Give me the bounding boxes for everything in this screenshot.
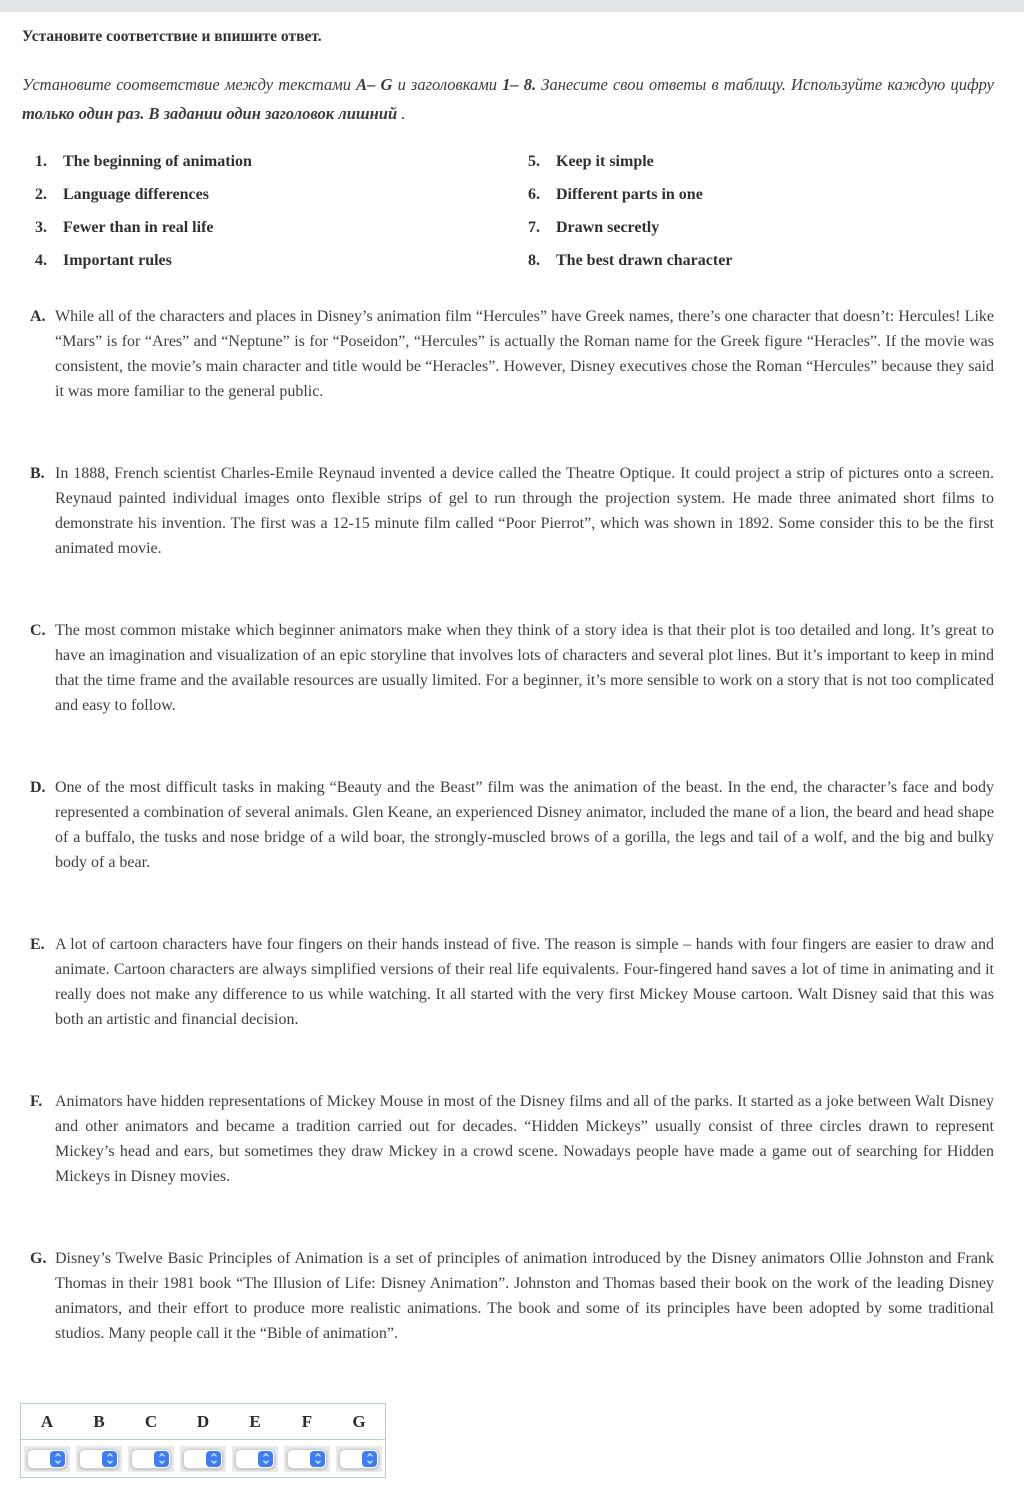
text-paragraph-a <box>22 304 994 404</box>
stepper-button[interactable] <box>258 1451 273 1467</box>
chevron-down-icon <box>367 1458 373 1464</box>
paragraph-letter: A. <box>30 308 46 325</box>
chevron-down-icon <box>263 1458 269 1464</box>
instructions-bold-headings-range: 1– 8. <box>502 75 537 94</box>
page-title: Установите соответствие и впишите ответ. <box>22 28 322 45</box>
text-paragraph-c <box>22 618 994 718</box>
answer-cell-d <box>177 1440 229 1478</box>
stepper-button[interactable] <box>362 1451 377 1467</box>
heading-item-2 <box>35 185 508 205</box>
answer-value-d <box>184 1450 205 1468</box>
answer-table-input-row <box>21 1440 386 1478</box>
heading-label: The best drawn character <box>556 252 733 269</box>
text-paragraph-f <box>22 1089 994 1189</box>
headings-list <box>22 152 994 284</box>
heading-item-5 <box>528 152 994 172</box>
answer-select-d[interactable] <box>180 1446 226 1472</box>
instructions-text: и заголовками <box>397 75 498 94</box>
text-paragraph-e <box>22 932 994 1032</box>
heading-item-4 <box>35 251 508 271</box>
paragraph-letter: C. <box>30 622 46 639</box>
paragraph-letter: G. <box>30 1250 47 1267</box>
answer-column-header-b: B <box>73 1404 125 1440</box>
paragraph-letter: F. <box>30 1093 43 1110</box>
answer-column-header-g: G <box>333 1404 386 1440</box>
paragraph-letter: D. <box>30 779 46 796</box>
heading-item-1 <box>35 152 508 172</box>
heading-item-7 <box>528 218 994 238</box>
chevron-down-icon <box>211 1458 217 1464</box>
headings-column-right <box>508 152 994 284</box>
answer-cell-f <box>281 1440 333 1478</box>
instructions-text: Установите соответствие между текстами <box>22 75 352 94</box>
answer-value-b <box>80 1450 101 1468</box>
paragraph-body: One of the most difficult tasks in making “Beauty and the Beast” film was the animation of the beast. In the end, the character’s face and body represented a combination of several animals. Glen Keane, an experienced Disney animator, included the mane of a lion, the beard and head shape of a buffalo, the tusks and nose bridge of a wild boar, the strongly-muscled brows of a gorilla, the legs and tail of a wolf, and the big and bulky body of a bear. <box>55 779 994 871</box>
stepper-button[interactable] <box>154 1451 169 1467</box>
chevron-down-icon <box>315 1458 321 1464</box>
answer-select-f[interactable] <box>284 1446 330 1472</box>
paragraph-letter: B. <box>30 465 45 482</box>
answer-value-f <box>288 1450 309 1468</box>
answer-table <box>20 1403 386 1478</box>
answer-select-g[interactable] <box>336 1446 382 1472</box>
heading-label: Keep it simple <box>556 153 654 170</box>
stepper-button[interactable] <box>206 1451 221 1467</box>
answer-value-g <box>340 1450 361 1468</box>
heading-label: The beginning of animation <box>63 153 252 170</box>
paragraph-body: A lot of cartoon characters have four fingers on their hands instead of five. The reason is simple – hands with four fingers are easier to draw and animate. Cartoon characters are always simplified versions of their real life equivalents. Four-fingered hand saves a lot of time in animating and it really does not make any difference to us while watching. It all started with the very first Mickey Mouse cartoon. Walt Disney said that this was both an artistic and financial decision. <box>55 936 994 1028</box>
task-instructions <box>22 70 994 128</box>
chevron-down-icon <box>159 1458 165 1464</box>
instructions-text: . <box>401 104 406 123</box>
paragraph-body: Disney’s Twelve Basic Principles of Animation is a set of principles of animation introduced by the Disney animators Ollie Johnston and Frank Thomas in their 1981 book “The Illusion of Life: Disney Animation”. Johnston and Thomas based their book on the work of the leading Disney animators, and their effort to produce more realistic animations. The book and some of its principles have been adopted by some traditional studios. Many people call it the “Bible of animation”. <box>55 1250 994 1342</box>
answer-value-c <box>132 1450 153 1468</box>
heading-label: Important rules <box>63 252 172 269</box>
chevron-down-icon <box>107 1458 113 1464</box>
heading-item-8 <box>528 251 994 271</box>
answer-column-header-e: E <box>229 1404 281 1440</box>
stepper-button[interactable] <box>102 1451 117 1467</box>
heading-label: Language differences <box>63 186 209 203</box>
heading-label: Fewer than in real life <box>63 219 214 236</box>
answer-column-header-a: A <box>21 1404 74 1440</box>
text-paragraph-b <box>22 461 994 561</box>
task-page <box>0 12 1024 1508</box>
heading-number: 8. <box>528 252 540 269</box>
answer-column-header-d: D <box>177 1404 229 1440</box>
answer-column-header-f: F <box>281 1404 333 1440</box>
instructions-bold-once-only: только один раз. В задании один заголовок лишний <box>22 104 398 123</box>
heading-number: 7. <box>528 219 540 236</box>
answer-select-a[interactable] <box>24 1446 70 1472</box>
instructions-text: Занесите свои ответы в таблицу. Используйте каждую цифру <box>541 75 995 94</box>
answer-table-header-row <box>21 1404 386 1440</box>
heading-number: 5. <box>528 153 540 170</box>
answer-cell-a <box>21 1440 74 1478</box>
paragraph-body: The most common mistake which beginner animators make when they think of a story idea is that their plot is too detailed and long. It’s great to have an imagination and visualization of an epic storyline that involves lots of characters and several plot lines. But it’s important to keep in mind that the time frame and the available resources are usually limited. For a beginner, it’s more sensible to work on a story that is not too complicated and easy to follow. <box>55 622 994 714</box>
heading-item-3 <box>35 218 508 238</box>
answer-value-e <box>236 1450 257 1468</box>
answer-value-a <box>28 1450 49 1468</box>
answer-cell-b <box>73 1440 125 1478</box>
heading-label: Drawn secretly <box>556 219 660 236</box>
answer-cell-e <box>229 1440 281 1478</box>
answer-column-header-c: C <box>125 1404 177 1440</box>
paragraph-body: Animators have hidden representations of Mickey Mouse in most of the Disney films and all of the parks. It started as a joke between Walt Disney and other animators and became a tradition carried out for decades. “Hidden Mickeys” usually consist of three circles drawn to represent Mickey’s head and ears, but sometimes they draw Mickey in a crowd scene. Nowadays people have made a game out of searching for Hidden Mickeys in Disney movies. <box>55 1093 994 1185</box>
paragraph-body: In 1888, French scientist Charles-Emile Reynaud invented a device called the Theatre Optique. It could project a strip of pictures onto a screen. Reynaud painted individual images onto flexible strips of gel to run through the projection system. He made three animated short films to demonstrate his invention. The first was a 12-15 minute film called “Poor Pierrot”, which was shown in 1892. Some consider this to be the first animated movie. <box>55 465 994 557</box>
heading-label: Different parts in one <box>556 186 703 203</box>
heading-number: 6. <box>528 186 540 203</box>
answer-cell-g <box>333 1440 386 1478</box>
chevron-down-icon <box>55 1458 61 1464</box>
heading-number: 1. <box>35 153 47 170</box>
answer-select-b[interactable] <box>76 1446 122 1472</box>
text-paragraph-d <box>22 775 994 875</box>
heading-number: 4. <box>35 252 47 269</box>
paragraph-letter: E. <box>30 936 45 953</box>
top-bar <box>0 0 1024 12</box>
stepper-button[interactable] <box>310 1451 325 1467</box>
headings-column-left <box>22 152 508 284</box>
heading-number: 2. <box>35 186 47 203</box>
answer-cell-c <box>125 1440 177 1478</box>
paragraph-body: While all of the characters and places in Disney’s animation film “Hercules” have Greek names, there’s one character that doesn’t: Hercules! Like “Mars” is for “Ares” and “Neptune” is for “Poseidon”, “Hercules” is actually the Roman name for the Greek figure “Heracles”. If the movie was consistent, the movie’s main character and title would be “Heracles”. However, Disney executives chose the Roman “Hercules” because they said it was more familiar to the general public. <box>55 308 994 400</box>
heading-item-6 <box>528 185 994 205</box>
answer-select-c[interactable] <box>128 1446 174 1472</box>
instructions-bold-texts-range: A– G <box>356 75 393 94</box>
stepper-button[interactable] <box>50 1451 65 1467</box>
answer-select-e[interactable] <box>232 1446 278 1472</box>
text-paragraph-g <box>22 1246 994 1346</box>
heading-number: 3. <box>35 219 47 236</box>
